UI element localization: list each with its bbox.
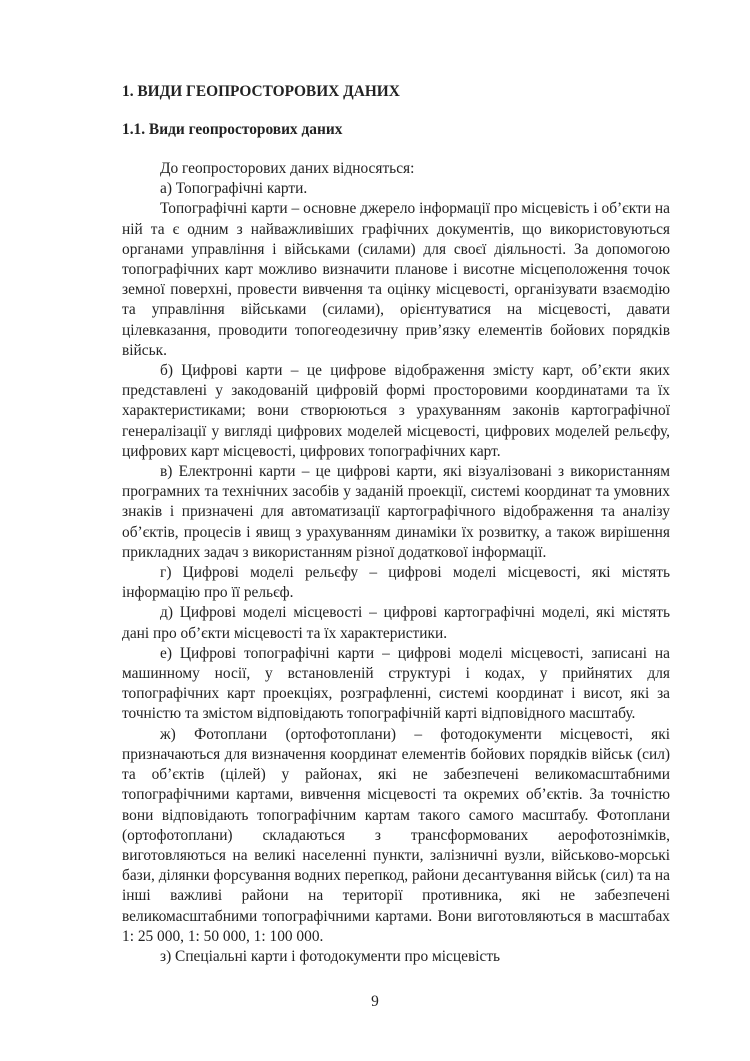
paragraph-digital-topographic-maps: е) Цифрові топографічні карти – цифрові моделі місцевості, записані на машинному носії, у встановленій структурі і кодах, у прийнятих для топографічних карт проекціях, розграфленні, системі координат і висот, які за точністю та змістом відповідають топографічній карті відповідного масштабу.	[122, 644, 670, 723]
item-a-title: а) Топографічні карти.	[160, 180, 308, 198]
page-number: 9	[371, 993, 379, 1010]
paragraph-relief-models: г) Цифрові моделі рельєфу – цифрові моделі місцевості, які містять інформацію про її рельєф.	[122, 564, 670, 602]
section-heading: 1.1. Види геопросторових даних	[122, 121, 343, 138]
paragraph-special-maps: з) Спеціальні карти і фотодокументи про місцевість	[160, 947, 501, 965]
intro-paragraph: До геопросторових даних відносяться:	[160, 160, 415, 177]
paragraph-photoplans: ж) Фотоплани (ортофотоплани) – фотодокументи місцевості, які призначаються для визначення координат елементів бойових порядків військ (сил) та об’єктів (цілей) у районах, які не забезпечені великомасштабними топографічними картами, вивчення місцевості та окремих об’єктів. За точністю вони відповідають топографічним картам такого самого масштабу. Фотоплани (ортофотоплани) складаються з трансформованих аерофотознімків, виготовляються на великі населенні пункти, залізничні вузли, військово-морські бази, ділянки форсування водних перепкод, райони десантування військ (сил) та на інші важливі райони на території противника, які не забезпечені великомасштабними топографічними картами. Вони виготовляються в масштабах 1: 25 000, 1: 50 000, 1: 100 000.	[122, 725, 670, 945]
paragraph-topographic-maps: Топографічні карти – основне джерело інформації про місцевість і об’єкти на ній та є одним з найважливіших графічних документів, що використовуються органами управління і військами (силами) для своєї діяльності. За допомогою топографічних карт можливо визначити планове і висотне місцеположення точок земної поверхні, провести вивчення та оцінку місцевості, організувати взаємодію та управління військами (силами), орієнтуватися на місцевості, давати цілевказання, проводити топогеодезичну прив’язку елементів бойових порядків військ.	[122, 200, 670, 359]
paragraph-digital-maps: б) Цифрові карти – це цифрове відображення змісту карт, об’єкти яких представлені у закодованій цифровій формі просторовими координатами та їх характеристиками; вони створюються з урахуванням законів картографічної генералізації у вигляді цифрових моделей місцевості, цифрових моделей рельєфу, цифрових карт місцевості, цифрових топографічних карт.	[122, 362, 670, 460]
page-content	[122, 82, 670, 967]
paragraph-terrain-models: д) Цифрові моделі місцевості – цифрові картографічні моделі, які містять дані про об’єкти місцевості та їх характеристики.	[122, 604, 670, 642]
paragraph-electronic-maps: в) Електронні карти – це цифрові карти, які візуалізовані з використанням програмних та технічних засобів у заданій проекції, системі координат та умовних знаків і призначені для автоматизації картографічного відображення та аналізу об’єктів, процесів і явищ з урахуванням динаміки їх розвитку, а також вирішення прикладних задач з використанням різної додаткової інформації.	[122, 463, 670, 561]
chapter-heading: 1. ВИДИ ГЕОПРОСТОРОВИХ ДАНИХ	[122, 83, 400, 100]
